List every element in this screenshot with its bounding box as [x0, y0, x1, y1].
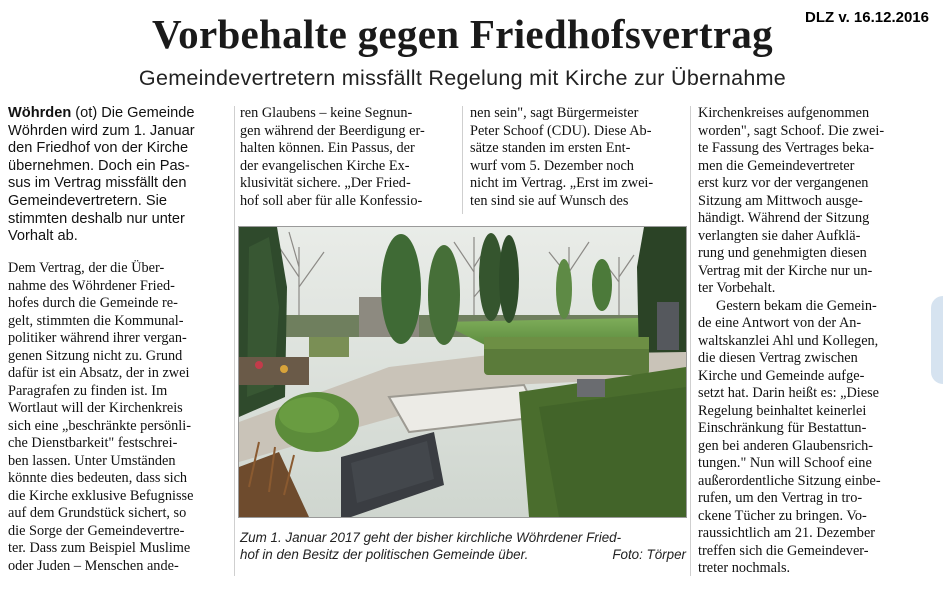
body-line: te Fassung des Vertrages beka- [698, 140, 875, 156]
body-line: dafür ist ein Absatz, der in zwei [8, 365, 190, 381]
body-line: halten können. Ein Passus, der [240, 140, 415, 156]
article-column-3 [470, 105, 684, 210]
article-column-4 [698, 105, 916, 578]
body-line: hofes durch die Gemeinde re- [8, 295, 178, 311]
lead-line: Gemeindevertretern. Sie [8, 192, 167, 209]
body-line: Paragrafen zu finden ist. Im [8, 382, 168, 399]
body-line: außerordentliche Sitzung einbe- [698, 472, 881, 489]
lead-line: übernehmen. Doch ein Pas- [8, 157, 190, 174]
body-line: nicht im Vertrag. „Erst im zwei- [470, 175, 654, 191]
body-line: gelt, stimmten die Kommunal- [8, 312, 184, 329]
body-line: politiker während ihrer vergan- [8, 330, 187, 346]
body-line: händigt. Während der Sitzung [698, 210, 870, 226]
body-line: die diesen Vertrag zwischen [698, 350, 858, 366]
body-line: ren Glaubens – keine Segnun- [240, 105, 413, 121]
body-line: oder Juden – Menschen ande- [8, 557, 179, 574]
photo-credit: Foto: Törper [612, 547, 686, 562]
body-line: ckene Tücher zu bringen. Vo- [698, 507, 867, 524]
body-line: sätze standen im ersten Ent- [470, 140, 631, 156]
lead-paragraph [8, 105, 230, 246]
body-line: rung und genehmigten diesen [698, 245, 867, 261]
body-line: Dem Vertrag, der die Über- [8, 260, 165, 276]
body-line: Kirchenkreises aufgenommen [698, 105, 870, 121]
body-line: treffen sich die Gemeindever- [698, 542, 869, 559]
column-divider [690, 106, 691, 576]
body-line: gen während der Beerdigung er- [240, 122, 425, 139]
lead-line: sus im Vertrag missfällt den [8, 175, 187, 192]
body-line: Kirche und Gemeinde aufge- [698, 367, 865, 384]
column-divider [234, 106, 235, 576]
lead-line: stimmten deshalb nur unter [8, 210, 185, 227]
body-line: Regelung beinhaltet keinerlei [698, 402, 867, 419]
lead-line: Vorhalt ab. [8, 228, 78, 245]
body-line: ten sind sie auf Wunsch des [470, 192, 629, 209]
body-line: hof soll aber für alle Konfessio- [240, 192, 423, 209]
body-line: Peter Schoof (CDU). Diese Ab- [470, 122, 652, 139]
body-line: verlangten sie daher Aufklä- [698, 227, 861, 244]
body-line: men die Gemeindevertreter [698, 157, 855, 174]
body-line: treter nochmals. [698, 560, 791, 576]
body-line: klusivität sichere. „Der Fried- [240, 175, 411, 191]
body-line: gen bei anderen Glaubensrich- [698, 437, 874, 454]
body-line: Einschränkung für Bestattun- [698, 420, 867, 436]
body-line: der evangelischen Kirche Ex- [240, 157, 410, 174]
body-line: ter. Dass zum Beispiel Muslime [8, 540, 191, 556]
body-line: auf dem Grundstück sichert, so [8, 505, 187, 521]
body-line: setzt hat. Darin heißt es: „Diese [698, 385, 880, 401]
body-line: tungen." Nun will Schoof eine [698, 455, 872, 471]
body-line: worden", sagt Schoof. Die zwei- [698, 122, 885, 139]
body-line: sich eine „beschränkte persönli- [8, 417, 192, 434]
body-line: che Dienstbarkeit" festschrei- [8, 435, 178, 451]
cemetery-photo [238, 226, 687, 518]
headline: Vorbehalte gegen Friedhofsvertrag [152, 11, 773, 57]
caption-line-2 [240, 546, 686, 563]
body-line: könnte dies bedeuten, dass sich [8, 470, 188, 486]
body-line: Vertrag mit der Kirche nur un- [698, 262, 873, 279]
article-column-1 [8, 260, 230, 575]
page-edge-tab [931, 296, 943, 384]
body-line: genen Sitzung nicht zu. Grund [8, 347, 183, 364]
body-line: die Sorge der Gemeindevertre- [8, 522, 185, 539]
lead-line: (ot) Die Gemeinde [71, 105, 195, 121]
body-line: erst kurz vor der vergangenen [698, 175, 869, 191]
body-line: Sitzung am Mittwoch ausge- [698, 192, 863, 209]
body-line: wurf vom 5. Dezember noch [470, 157, 634, 174]
body-line: waltskanzlei Ahl und Kollegen, [698, 332, 879, 349]
caption-text: hof in den Besitz der politischen Gemeinde über. [240, 547, 529, 562]
subheadline: Gemeindevertretern missfällt Regelung mit Kirche zur Übernahme [138, 66, 787, 90]
body-line: ben lassen. Unter Umständen [8, 452, 176, 469]
lead-line: Wöhrden wird zum 1. Januar [8, 122, 195, 139]
dateline: Wöhrden [8, 105, 72, 121]
lead-line: den Friedhof von der Kirche [8, 140, 189, 157]
body-line: ter Vorbehalt. [698, 280, 776, 296]
body-line: Wortlaut will der Kirchenkreis [8, 400, 183, 416]
article-column-2 [240, 105, 454, 210]
body-line: rufen, um den Vertrag in tro- [698, 490, 863, 506]
body-line: nahme des Wöhrdener Fried- [8, 277, 175, 294]
body-line: die Kirche exklusive Befugnisse [8, 487, 194, 504]
source-label: DLZ v. 16.12.2016 [805, 9, 929, 26]
body-line: Gestern bekam die Gemein- [716, 297, 877, 314]
column-divider [462, 106, 463, 214]
photo-caption [240, 529, 686, 563]
body-line: raussichtlich am 21. Dezember [698, 525, 876, 541]
caption-line: Zum 1. Januar 2017 geht der bisher kirchliche Wöhrdener Fried- [240, 530, 622, 545]
body-line: de eine Antwort von der An- [698, 315, 862, 331]
body-line: nen sein", sagt Bürgermeister [470, 105, 639, 121]
